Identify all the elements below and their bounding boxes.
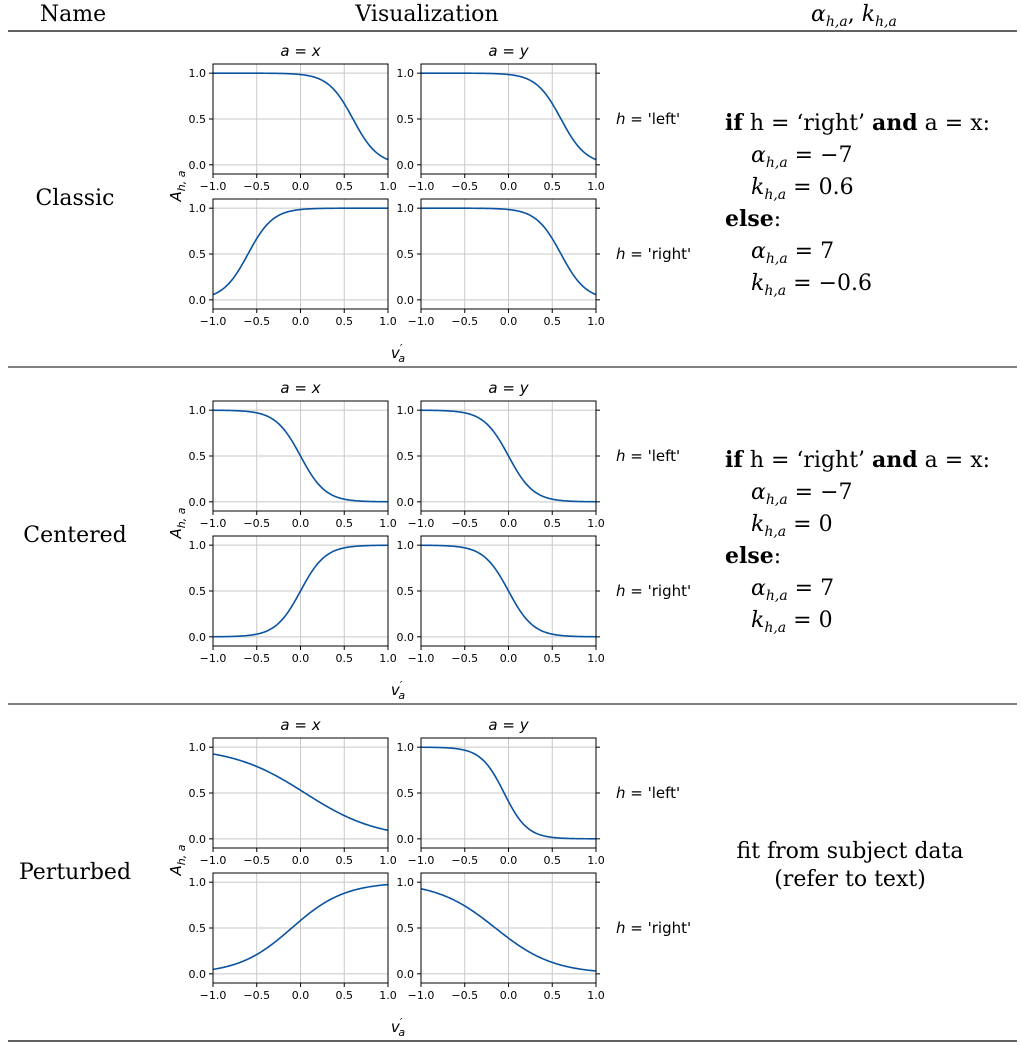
column-title: a = x bbox=[280, 42, 321, 60]
x-tick-label: 1.0 bbox=[379, 652, 397, 665]
x-tick-label: −1.0 bbox=[407, 989, 435, 1002]
y-tick-label: 0.0 bbox=[396, 158, 414, 172]
x-tick-label: 0.5 bbox=[335, 854, 353, 867]
y-tick-label: 0.0 bbox=[396, 832, 414, 846]
x-tick-label: −1.0 bbox=[199, 315, 227, 328]
y-tick-label: 1.0 bbox=[396, 876, 414, 890]
x-tick-label: 0.0 bbox=[499, 989, 518, 1002]
x-tick-label: 1.0 bbox=[587, 180, 605, 193]
x-tick-label: −0.5 bbox=[243, 989, 271, 1002]
x-tick-label: −1.0 bbox=[407, 854, 435, 867]
param-value: $k_{h,a} = 0$ bbox=[751, 512, 833, 540]
subplot bbox=[189, 199, 397, 328]
subplot bbox=[189, 873, 397, 1002]
y-axis-label: $A_{h, a}$ bbox=[167, 170, 188, 202]
param-condition: if h = ‘right’ and a = x: bbox=[725, 110, 991, 136]
param-value: $\alpha_{h,a} = 7$ bbox=[751, 239, 835, 267]
x-tick-label: 1.0 bbox=[379, 180, 397, 193]
y-tick-label: 1.0 bbox=[188, 741, 206, 755]
x-tick-label: 0.0 bbox=[499, 652, 518, 665]
x-tick-label: 0.0 bbox=[291, 652, 310, 665]
y-axis-label: $A_{h, a}$ bbox=[167, 507, 188, 539]
y-tick-label: 1.0 bbox=[396, 741, 414, 755]
y-tick-label: 0.5 bbox=[396, 450, 414, 463]
x-tick-label: −0.5 bbox=[451, 652, 479, 665]
row-label: h = 'left' bbox=[616, 784, 681, 802]
param-value: $k_{h,a} = -0.6$ bbox=[751, 271, 873, 299]
x-axis-label: v′ a bbox=[390, 679, 406, 702]
header-visualization: Visualization bbox=[355, 2, 499, 27]
param-value: $k_{h,a} = 0$ bbox=[751, 608, 833, 636]
y-tick-label: 1.0 bbox=[396, 67, 414, 81]
row-label: h = 'left' bbox=[616, 110, 681, 128]
x-axis-label: v′ a bbox=[390, 1016, 406, 1039]
x-tick-label: 1.0 bbox=[587, 989, 605, 1002]
y-tick-label: 0.5 bbox=[188, 787, 206, 800]
y-tick-label: 0.0 bbox=[188, 158, 206, 172]
x-tick-label: −0.5 bbox=[451, 854, 479, 867]
x-tick-label: 0.5 bbox=[543, 180, 561, 193]
subplot bbox=[189, 42, 397, 193]
x-tick-label: 0.0 bbox=[291, 854, 310, 867]
x-tick-label: 1.0 bbox=[379, 854, 397, 867]
param-else: else: bbox=[725, 543, 782, 569]
param-text: (refer to text) bbox=[774, 867, 926, 892]
x-tick-label: −1.0 bbox=[199, 854, 227, 867]
y-tick-label: 0.0 bbox=[188, 967, 206, 981]
x-tick-label: 0.0 bbox=[291, 989, 310, 1002]
param-value: $\alpha_{h,a} = 7$ bbox=[751, 576, 835, 604]
param-value: $\alpha_{h,a} = -7$ bbox=[751, 143, 853, 171]
x-tick-label: 0.0 bbox=[291, 180, 310, 193]
y-tick-label: 1.0 bbox=[396, 202, 414, 216]
y-tick-label: 0.5 bbox=[396, 113, 414, 126]
x-tick-label: 0.5 bbox=[335, 989, 353, 1002]
y-tick-label: 0.0 bbox=[188, 630, 206, 644]
x-tick-label: −1.0 bbox=[199, 517, 227, 530]
y-tick-label: 0.0 bbox=[396, 630, 414, 644]
y-tick-label: 0.5 bbox=[188, 585, 206, 598]
x-tick-label: −0.5 bbox=[243, 652, 271, 665]
x-tick-label: −0.5 bbox=[451, 989, 479, 1002]
x-tick-label: −1.0 bbox=[407, 517, 435, 530]
y-tick-label: 1.0 bbox=[188, 202, 206, 216]
y-tick-label: 1.0 bbox=[396, 539, 414, 553]
x-tick-label: −1.0 bbox=[199, 180, 227, 193]
y-tick-label: 1.0 bbox=[188, 404, 206, 418]
param-condition: if h = ‘right’ and a = x: bbox=[725, 447, 991, 473]
row-label: h = 'right' bbox=[616, 245, 692, 263]
param-value: $k_{h,a} = 0.6$ bbox=[751, 175, 854, 203]
subplot bbox=[189, 536, 397, 665]
x-tick-label: 0.5 bbox=[543, 315, 561, 328]
y-tick-label: 0.5 bbox=[396, 787, 414, 800]
y-tick-label: 0.0 bbox=[396, 495, 414, 509]
column-title: a = x bbox=[280, 379, 321, 397]
row-name: Classic bbox=[35, 186, 115, 211]
param-value: $\alpha_{h,a} = -7$ bbox=[751, 480, 853, 508]
x-tick-label: −0.5 bbox=[243, 180, 271, 193]
y-tick-label: 0.5 bbox=[396, 585, 414, 598]
row-name: Perturbed bbox=[18, 860, 132, 885]
y-tick-label: 0.0 bbox=[188, 293, 206, 307]
x-axis-label: v′ a bbox=[390, 342, 406, 365]
y-tick-label: 0.5 bbox=[396, 248, 414, 261]
x-tick-label: 0.0 bbox=[291, 517, 310, 530]
x-tick-label: 0.5 bbox=[335, 315, 353, 328]
y-tick-label: 1.0 bbox=[188, 876, 206, 890]
x-tick-label: 1.0 bbox=[379, 517, 397, 530]
x-tick-label: −0.5 bbox=[451, 180, 479, 193]
x-tick-label: 0.5 bbox=[335, 180, 353, 193]
x-tick-label: 0.0 bbox=[291, 315, 310, 328]
x-tick-label: 0.5 bbox=[543, 854, 561, 867]
x-tick-label: 0.0 bbox=[499, 180, 518, 193]
x-tick-label: −0.5 bbox=[451, 315, 479, 328]
subplot bbox=[397, 536, 692, 665]
param-else: else: bbox=[725, 206, 782, 232]
x-tick-label: −1.0 bbox=[199, 652, 227, 665]
y-tick-label: 1.0 bbox=[188, 67, 206, 81]
y-tick-label: 0.0 bbox=[188, 832, 206, 846]
y-tick-label: 0.5 bbox=[188, 113, 206, 126]
x-tick-label: −1.0 bbox=[407, 652, 435, 665]
y-tick-label: 1.0 bbox=[188, 539, 206, 553]
header-params: $\alpha_{h,a}$, $k_{h,a}$ bbox=[811, 2, 897, 30]
x-tick-label: −0.5 bbox=[451, 517, 479, 530]
y-axis-label: $A_{h, a}$ bbox=[167, 844, 188, 876]
x-tick-label: 1.0 bbox=[379, 315, 397, 328]
row-label: h = 'left' bbox=[616, 447, 681, 465]
x-tick-label: 1.0 bbox=[587, 315, 605, 328]
x-tick-label: −1.0 bbox=[407, 180, 435, 193]
subplot bbox=[189, 716, 397, 867]
param-text: fit from subject data bbox=[736, 839, 964, 864]
x-tick-label: 0.5 bbox=[543, 517, 561, 530]
column-title: a = x bbox=[280, 716, 321, 734]
x-tick-label: −1.0 bbox=[407, 315, 435, 328]
subplot bbox=[189, 379, 397, 530]
row-label: h = 'right' bbox=[616, 582, 692, 600]
x-tick-label: 0.0 bbox=[499, 854, 518, 867]
x-tick-label: 1.0 bbox=[587, 652, 605, 665]
x-tick-label: 0.0 bbox=[499, 517, 518, 530]
column-title: a = y bbox=[488, 379, 529, 397]
y-tick-label: 0.5 bbox=[188, 248, 206, 261]
row-label: h = 'right' bbox=[616, 919, 692, 937]
x-tick-label: 0.5 bbox=[335, 652, 353, 665]
x-tick-label: 0.5 bbox=[543, 652, 561, 665]
header-name: Name bbox=[39, 2, 107, 27]
x-tick-label: 0.5 bbox=[543, 989, 561, 1002]
x-tick-label: 1.0 bbox=[587, 854, 605, 867]
subplot bbox=[397, 199, 692, 328]
y-tick-label: 1.0 bbox=[396, 404, 414, 418]
x-tick-label: −0.5 bbox=[243, 854, 271, 867]
column-title: a = y bbox=[488, 42, 529, 60]
subplot bbox=[397, 873, 692, 1002]
subplot bbox=[397, 42, 681, 193]
y-tick-label: 0.0 bbox=[188, 495, 206, 509]
y-tick-label: 0.5 bbox=[188, 450, 206, 463]
y-tick-label: 0.0 bbox=[396, 293, 414, 307]
x-tick-label: 0.5 bbox=[335, 517, 353, 530]
subplot bbox=[397, 716, 681, 867]
x-tick-label: 1.0 bbox=[587, 517, 605, 530]
x-tick-label: 1.0 bbox=[379, 989, 397, 1002]
y-tick-label: 0.5 bbox=[396, 922, 414, 935]
y-tick-label: 0.0 bbox=[396, 967, 414, 981]
x-tick-label: 0.0 bbox=[499, 315, 518, 328]
subplot bbox=[397, 379, 681, 530]
column-title: a = y bbox=[488, 716, 529, 734]
row-name: Centered bbox=[23, 523, 127, 548]
x-tick-label: −0.5 bbox=[243, 315, 271, 328]
x-tick-label: −0.5 bbox=[243, 517, 271, 530]
y-tick-label: 0.5 bbox=[188, 922, 206, 935]
x-tick-label: −1.0 bbox=[199, 989, 227, 1002]
